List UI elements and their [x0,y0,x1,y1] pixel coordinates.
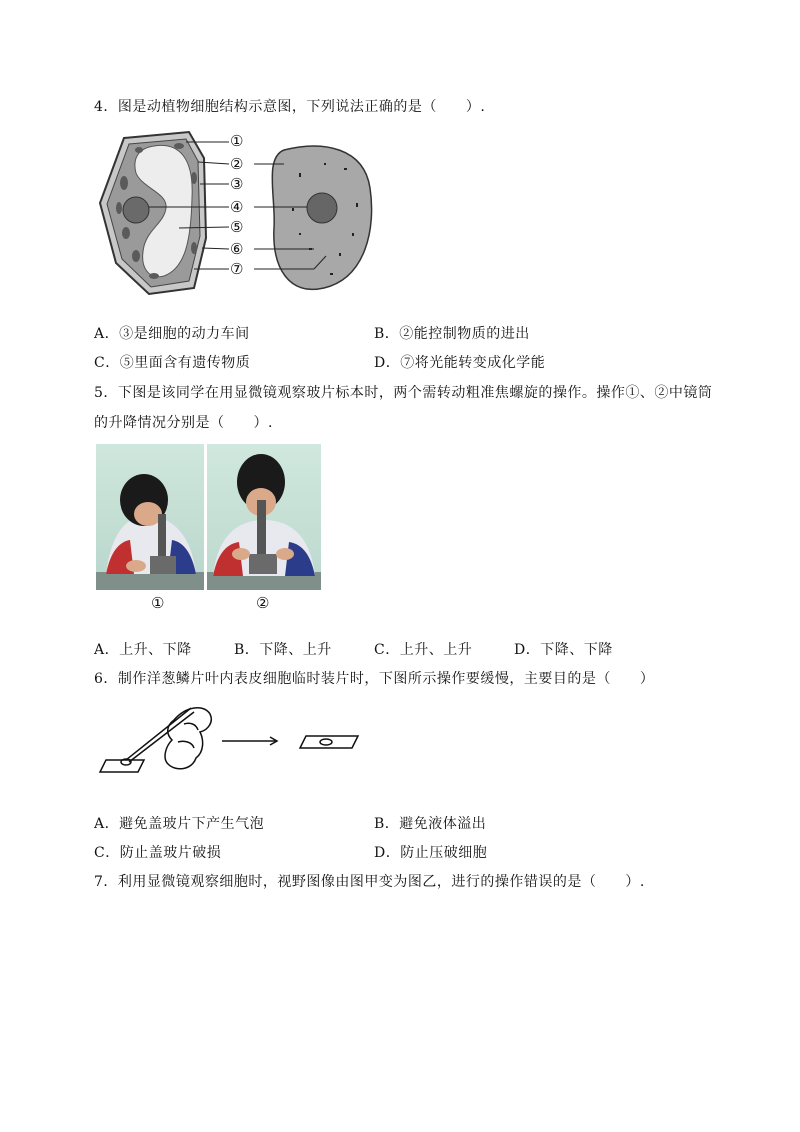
q5-option-c: C．上升、上升 [374,642,473,658]
question-7-stem: 7．利用显微镜观察细胞时，视野图像由图甲变为图乙，进行的操作错误的是（ ）. [94,874,645,890]
q4-option-b: B．②能控制物质的进出 [374,326,530,342]
question-6-stem: 6．制作洋葱鳞片叶内表皮细胞临时装片时，下图所示操作要缓慢，主要目的是（ ） [94,671,655,687]
question-5-stem-line2: 的升降情况分别是（ ）. [94,415,273,431]
q6-option-a: A．避免盖玻片下产生气泡 [94,816,265,832]
q6-option-c: C．防止盖玻片破损 [94,845,222,861]
question-4-stem: 4．图是动植物细胞结构示意图，下列说法正确的是（ ）. [94,99,486,115]
plant-nucleus [123,197,149,223]
photo-label-2: ② [256,594,270,612]
q4-option-a: A．③是细胞的动力车间 [94,326,250,342]
photo-label-1: ① [151,594,165,612]
diagram-label-1: ① [230,132,244,150]
glass-slide [100,760,144,772]
diagram-label-4: ④ [230,198,244,216]
question-5-stem-line1: 5．下图是该同学在用显微镜观察玻片标本时，两个需转动粗准焦螺旋的操作。操作①、②中镜筒 [94,385,713,401]
diagram-label-6: ⑥ [230,240,244,258]
diagram-label-5: ⑤ [230,218,244,236]
q5-option-b: B．下降、上升 [234,642,332,658]
diagram-label-3: ③ [230,175,244,193]
q6-option-b: B．避免液体溢出 [374,816,487,832]
diagram-label-2: ② [230,155,244,173]
q5-option-d: D．下降、下降 [514,642,613,658]
finished-slide [300,736,358,748]
q5-option-a: A．上升、下降 [94,642,192,658]
animal-nucleus [307,193,337,223]
microscope-photo-2 [207,444,321,590]
diagram-label-7: ⑦ [230,260,244,278]
coverslip-diagram [96,700,366,780]
microscope-photo-1 [96,444,204,590]
cell-structure-diagram [94,128,384,298]
q4-option-c: C．⑤里面含有遗传物质 [94,355,251,371]
q4-option-d: D．⑦将光能转变成化学能 [374,355,546,371]
q6-option-d: D．防止压破细胞 [374,845,488,861]
